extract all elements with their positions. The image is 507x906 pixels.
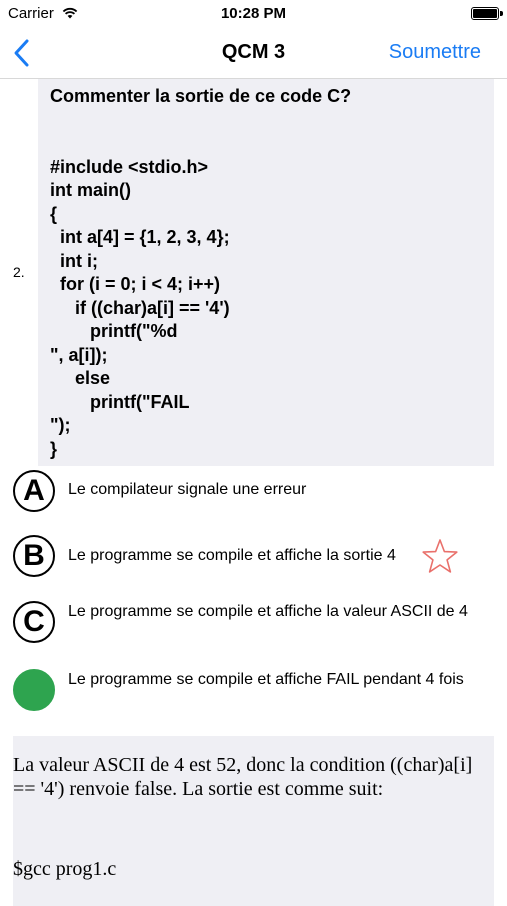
- explanation-text: La valeur ASCII de 4 est 52, donc la condition ((char)a[i] == '4') renvoie false. La sortie est comme suit:: [13, 754, 473, 800]
- option-d-label: Le programme se compile et affiche FAIL pendant 4 fois: [68, 671, 464, 688]
- star-outline-icon[interactable]: [420, 537, 460, 577]
- option-b-label: Le programme se compile et affiche la sortie 4: [68, 547, 396, 564]
- submit-button[interactable]: Soumettre: [388, 41, 481, 63]
- option-c-badge: C: [13, 601, 55, 643]
- option-c-label: Le programme se compile et affiche la valeur ASCII de 4: [68, 603, 468, 620]
- battery-icon: [471, 7, 499, 20]
- question-text: Commenter la sortie de ce code C? #include <stdio.h> int main() { int a[4] = {1, 2, 3, 4}; int i; for (i = 0; i < 4; i++) if ((char)a[i] == '4') printf("%d ", a[i]); else printf("FAIL "); }: [50, 86, 352, 459]
- option-a-badge: A: [13, 470, 55, 512]
- question-number: 2.: [13, 264, 25, 280]
- question-box: [38, 79, 494, 466]
- option-a[interactable]: [0, 470, 507, 512]
- page-title: QCM 3: [221, 41, 286, 63]
- status-bar: [0, 0, 507, 28]
- navigation-bar: [0, 28, 507, 79]
- clock: 10:28 PM: [220, 5, 287, 22]
- explanation-code: $gcc prog1.c: [13, 858, 117, 880]
- explanation-panel: [13, 736, 494, 906]
- carrier-label: Carrier: [8, 5, 54, 22]
- option-b-badge: B: [13, 535, 55, 577]
- option-d[interactable]: [0, 669, 507, 711]
- option-a-label: Le compilateur signale une erreur: [68, 481, 307, 498]
- option-c[interactable]: [0, 601, 507, 643]
- option-d-selected-indicator: [13, 669, 55, 711]
